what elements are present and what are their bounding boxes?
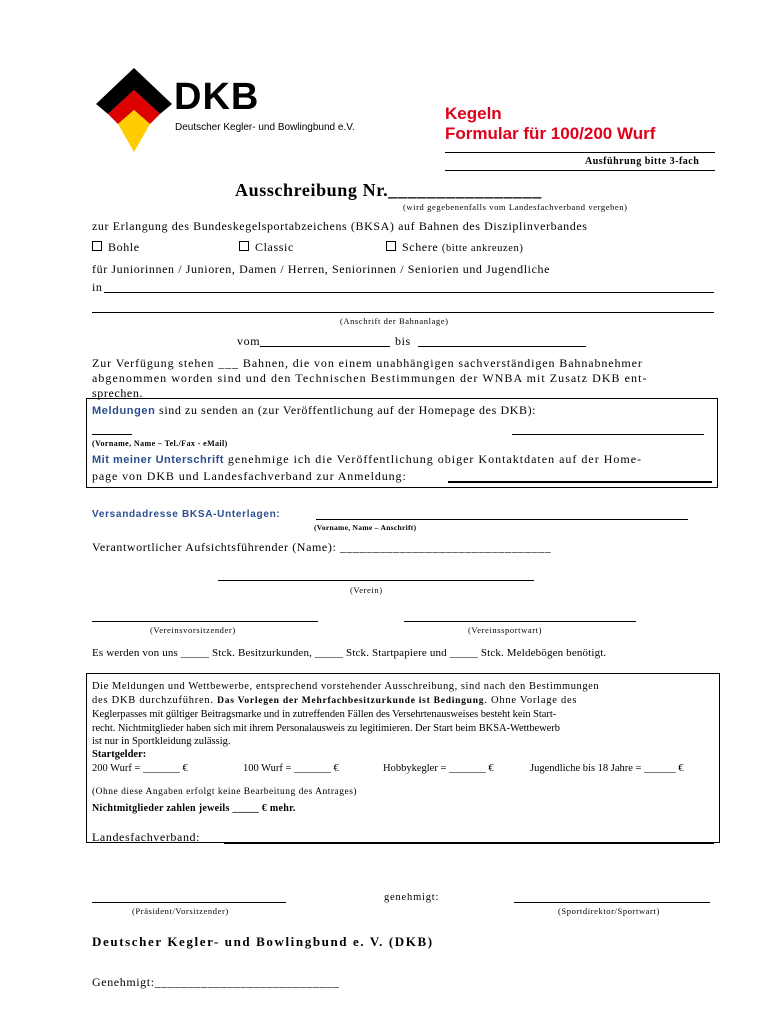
incomplete-note: (Ohne diese Angaben erfolgt keine Bearbeitung des Antrages) bbox=[92, 787, 358, 797]
venue-line-1[interactable] bbox=[104, 292, 714, 293]
venue-caption: (Anschrift der Bahnanlage) bbox=[340, 316, 449, 326]
registration-field-right[interactable] bbox=[512, 434, 704, 435]
dkb-logo-mark bbox=[94, 66, 174, 156]
registration-field-left[interactable] bbox=[92, 434, 132, 435]
rules-line-2a: des DKB durchzuführen. bbox=[92, 695, 218, 706]
in-label: in bbox=[92, 280, 103, 294]
fees-label: Startgelder: bbox=[92, 749, 147, 760]
consent-text-1 bbox=[92, 452, 642, 467]
footer-organization: Deutscher Kegler- und Bowlingbund e. V. (DKB) bbox=[92, 934, 434, 949]
fee-youth-field[interactable]: Jugendliche bis 18 Jahre = ______ € bbox=[530, 763, 684, 774]
logo-brand: DKB bbox=[174, 76, 260, 118]
registration-text bbox=[92, 403, 536, 418]
shipping-caption: (Vorname, Name – Anschrift) bbox=[314, 523, 417, 532]
consent-label: Mit meiner Unterschrift bbox=[92, 454, 224, 466]
intro-text: zur Erlangung des Bundeskegelsportabzeichens (BKSA) auf Bahnen des Disziplinverbandes bbox=[92, 219, 588, 233]
president-caption: (Präsident/Vorsitzender) bbox=[132, 906, 229, 916]
rules-line-3: Keglerpasses mit gültiger Beitragsmarke und in zutreffenden Fällen des Versehrtenausweises besteht kein Start- bbox=[92, 709, 557, 720]
documents-needed[interactable]: Es werden von uns _____ Stck. Besitzurkunden, _____ Stck. Startpapiere und _____ Stck. Meldebögen benötigt. bbox=[92, 647, 607, 659]
club-field[interactable] bbox=[218, 580, 534, 581]
chairman-caption: (Vereinsvorsitzender) bbox=[150, 625, 236, 635]
sports-warden-field[interactable] bbox=[404, 621, 636, 622]
president-signature-field[interactable] bbox=[92, 902, 286, 903]
approved-label: genehmigt: bbox=[384, 892, 440, 903]
contact-caption: (Vorname, Name – Tel./Fax - eMail) bbox=[92, 439, 228, 448]
rules-requirement: Das Vorlegen der Mehrfachbesitzurkunde ist Bedingung bbox=[217, 696, 485, 706]
fee-hobby-field[interactable]: Hobbykegler = _______ € bbox=[383, 763, 494, 774]
chairman-field[interactable] bbox=[92, 621, 318, 622]
nonmember-note[interactable]: Nichtmitglieder zahlen jeweils _____ € mehr. bbox=[92, 803, 296, 814]
lanes-text-2: abgenommen worden sind und den Technischen Bestimmungen der WNBA mit Zusatz DKB ent- bbox=[92, 371, 648, 385]
tender-note: (wird gegebenenfalls vom Landesfachverband vergeben) bbox=[403, 202, 628, 212]
form-title-line1: Kegeln bbox=[445, 104, 502, 123]
registration-instruction: sind zu senden an (zur Veröffentlichung auf der Homepage des DKB): bbox=[155, 403, 537, 417]
period-to-field[interactable] bbox=[418, 346, 586, 347]
consent-text: genehmige ich die Veröffentlichung obiger Kontaktdaten auf der Home- bbox=[223, 452, 643, 466]
tender-heading: Ausschreibung Nr.________________ bbox=[235, 180, 542, 200]
logo-subtitle: Deutscher Kegler- und Bowlingbund e.V. bbox=[175, 122, 355, 133]
rules-line-1: Die Meldungen und Wettbewerbe, entsprechend vorstehender Ausschreibung, sind nach den Bestimmungen bbox=[92, 681, 600, 692]
copies-note: Ausführung bitte 3-fach bbox=[585, 156, 700, 167]
state-association-field[interactable] bbox=[224, 843, 714, 844]
rules-line-2 bbox=[92, 695, 577, 706]
shipping-label: Versandadresse BKSA-Unterlagen: bbox=[92, 509, 281, 520]
fee-200-field[interactable]: 200 Wurf = _______ € bbox=[92, 763, 188, 774]
period-from-field[interactable] bbox=[260, 346, 390, 347]
checkbox-bohle-label: Bohle bbox=[108, 240, 140, 254]
state-association-label: Landesfachverband: bbox=[92, 830, 201, 844]
lanes-text-1: Zur Verfügung stehen ___ Bahnen, die von einem unabhängigen sachverständigen Bahnabnehmer bbox=[92, 356, 643, 370]
checkbox-classic[interactable] bbox=[239, 240, 294, 255]
rules-line-5: ist nur in Sportkleidung zulässig. bbox=[92, 736, 231, 747]
registration-label: Meldungen bbox=[92, 405, 156, 417]
lanes-text-3: sprechen. bbox=[92, 386, 144, 400]
form-title-line2: Formular für 100/200 Wurf bbox=[445, 124, 656, 143]
club-caption: (Verein) bbox=[350, 585, 383, 595]
rules-line-4: recht. Nichtmitglieder haben sich mit ihrem Personalausweis zu legitimieren. Der Start beim BKSA-Wettbewerb bbox=[92, 723, 560, 734]
venue-line-2[interactable] bbox=[92, 312, 714, 313]
sports-director-signature-field[interactable] bbox=[514, 902, 710, 903]
period-from-label: vom bbox=[237, 334, 261, 348]
checkbox-schere[interactable] bbox=[386, 240, 523, 255]
sports-warden-caption: (Vereinssportwart) bbox=[468, 625, 543, 635]
fee-100-field[interactable]: 100 Wurf = _______ € bbox=[243, 763, 339, 774]
consent-text-2: page von DKB und Landesfachverband zur Anmeldung: bbox=[92, 469, 407, 483]
supervisor-field[interactable]: Verantwortlicher Aufsichtsführender (Name): ________________________________ bbox=[92, 540, 552, 554]
checkbox-bohle[interactable] bbox=[92, 240, 140, 255]
period-to-label: bis bbox=[395, 334, 411, 348]
checkbox-hint: (bitte ankreuzen) bbox=[441, 243, 524, 254]
rules-line-2c: . Ohne Vorlage des bbox=[484, 695, 578, 706]
sports-director-caption: (Sportdirektor/Sportwart) bbox=[558, 906, 660, 916]
final-approval-field[interactable]: Genehmigt:____________________________ bbox=[92, 975, 340, 989]
checkbox-classic-label: Classic bbox=[255, 240, 294, 254]
checkbox-schere-label: Schere bbox=[402, 240, 439, 254]
target-groups: für Juniorinnen / Junioren, Damen / Herren, Seniorinnen / Seniorien und Jugendliche bbox=[92, 262, 551, 276]
consent-signature-field[interactable] bbox=[448, 481, 712, 483]
shipping-field[interactable] bbox=[316, 519, 688, 520]
